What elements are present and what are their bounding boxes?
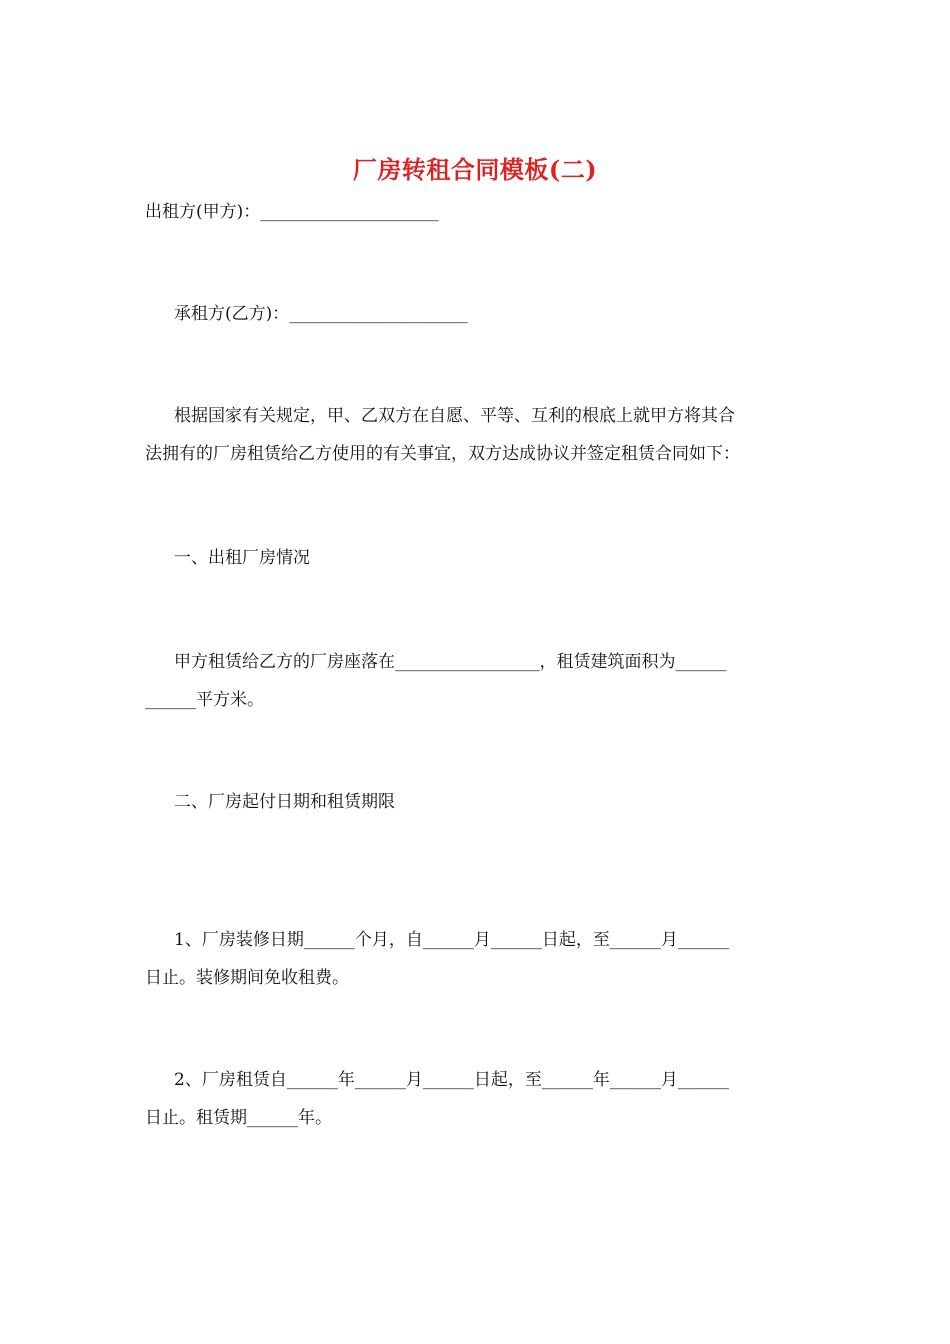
clause-2-line-2: 日止。租赁期______年。 [145, 1108, 332, 1128]
intro-paragraph-line-2: 法拥有的厂房租赁给乙方使用的有关事宜，双方达成协议并签定租赁合同如下： [145, 444, 740, 464]
lessor-line: 出租方(甲方)：_____________________ [145, 202, 439, 222]
section-1-text-line-1: 甲方租赁给乙方的厂房座落在_________________，租赁建筑面积为______ [174, 652, 727, 672]
lessee-line: 承租方(乙方)：_____________________ [174, 304, 468, 324]
section-1-text-line-2: ______平方米。 [145, 690, 264, 710]
clause-1-line-1: 1、厂房装修日期______个月，自______月______日起，至______月______ [174, 930, 729, 950]
section-1-heading: 一、出租厂房情况 [174, 548, 310, 568]
section-2-heading: 二、厂房起付日期和租赁期限 [174, 792, 395, 812]
clause-2-line-1: 2、厂房租赁自______年______月______日起，至______年______月______ [174, 1070, 729, 1090]
document-title: 厂房转租合同模板(二) [352, 155, 598, 184]
clause-1-line-2: 日止。装修期间免收租费。 [145, 968, 349, 988]
intro-paragraph-line-1: 根据国家有关规定，甲、乙双方在自愿、平等、互利的根底上就甲方将其合 [174, 406, 735, 426]
